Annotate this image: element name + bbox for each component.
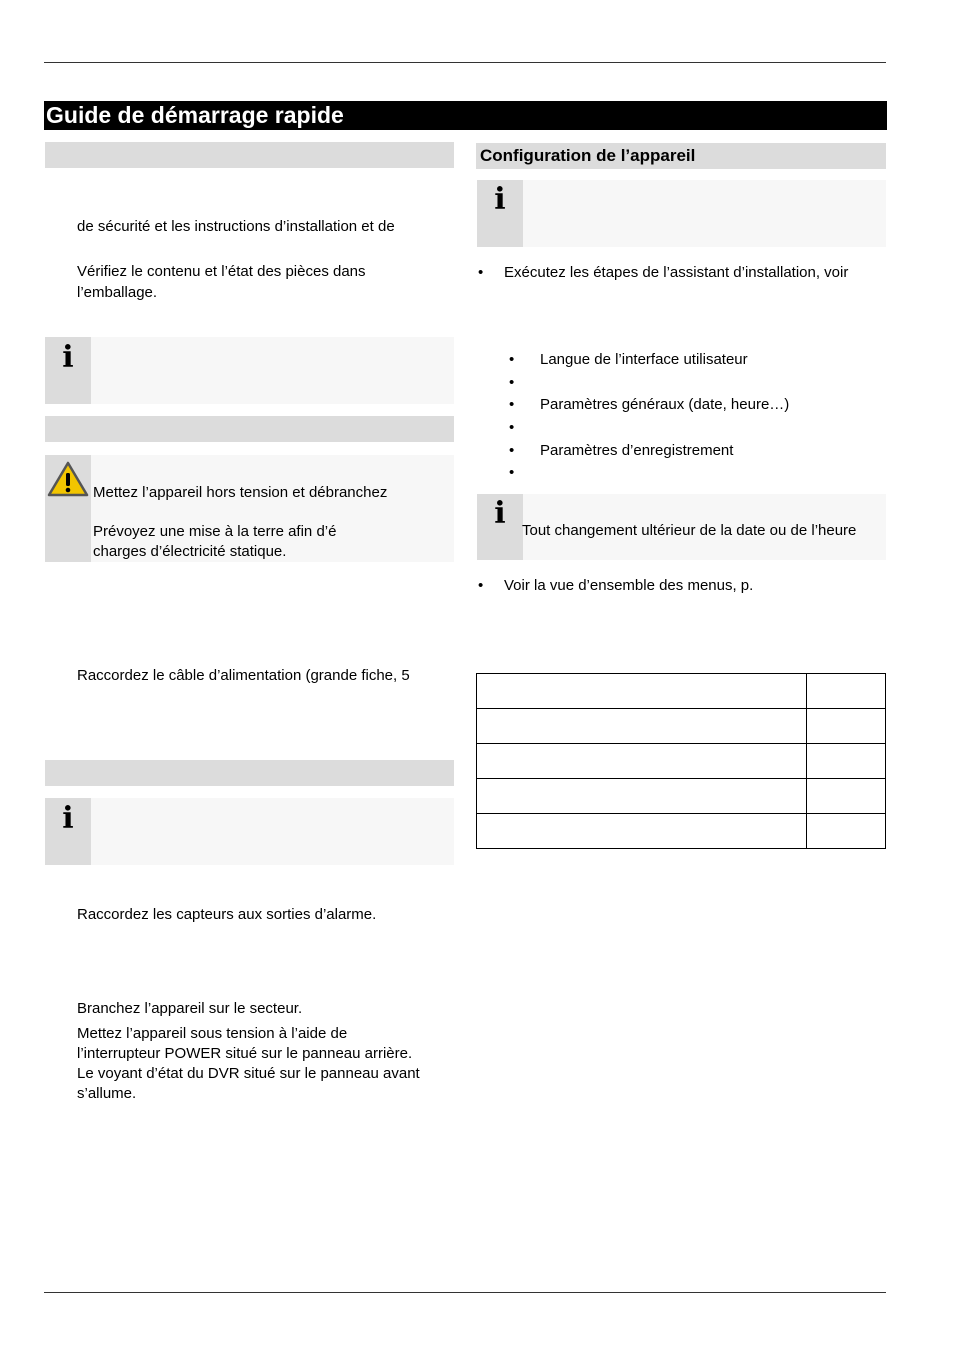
paragraph-sensors: Raccordez les capteurs aux sorties d’alarme. — [77, 906, 377, 923]
info-icon-strip — [45, 798, 91, 865]
warning-line3: charges d’électricité statique. — [93, 543, 287, 560]
info-note-1 — [45, 337, 454, 404]
sub-item-language: Langue de l’interface utilisateur — [540, 351, 748, 368]
section-bar-2 — [45, 416, 454, 442]
info-icon: i — [494, 182, 506, 217]
info-note-date-change: Tout changement ultérieur de la date ou de l’heure — [522, 522, 857, 539]
bullet-glyph: • — [509, 419, 515, 436]
table-row — [477, 779, 886, 814]
step-wizard: Exécutez les étapes de l’assistant d’installation, voir — [504, 264, 849, 281]
info-icon: i — [62, 801, 74, 836]
paragraph-power-cable: Raccordez le câble d’alimentation (grande fiche, 5 — [77, 667, 410, 684]
warning-line1: Mettez l’appareil hors tension et débranchez — [93, 484, 388, 501]
section-bar-configuration — [476, 143, 886, 169]
paragraph-power-on-line1: Mettez l’appareil sous tension à l’aide de — [77, 1025, 348, 1042]
paragraph-power-on-line3: Le voyant d’état du DVR situé sur le panneau avant — [77, 1065, 420, 1082]
info-note-4 — [477, 494, 886, 560]
bullet-glyph: • — [478, 264, 484, 281]
info-icon-strip — [477, 180, 523, 247]
sub-item-general-settings: Paramètres généraux (date, heure…) — [540, 396, 790, 413]
bullet-glyph: • — [509, 442, 515, 459]
info-icon: i — [62, 340, 74, 375]
paragraph-power-on-line2: l’interrupteur POWER situé sur le panneau arrière. — [77, 1045, 413, 1062]
info-icon-strip — [477, 494, 523, 560]
paragraph-check-line1: Vérifiez le contenu et l’état des pièces dans — [77, 263, 366, 280]
bullet-glyph: • — [509, 351, 515, 368]
bullet-glyph: • — [478, 577, 484, 594]
paragraph-check-line2: l’emballage. — [77, 284, 158, 301]
top-rule — [44, 62, 886, 63]
table-row — [477, 744, 886, 779]
warning-icon — [46, 460, 90, 498]
paragraph-power-on-line4: s’allume. — [77, 1085, 137, 1102]
table-row — [477, 709, 886, 744]
bullet-glyph: • — [509, 396, 515, 413]
sub-item-recording-settings: Paramètres d’enregistrement — [540, 442, 734, 459]
warning-line2: Prévoyez une mise à la terre afin d’é — [93, 523, 337, 540]
table-row — [477, 814, 886, 849]
paragraph-mains: Branchez l’appareil sur le secteur. — [77, 1000, 303, 1017]
info-note-3 — [477, 180, 886, 247]
paragraph-safety: de sécurité et les instructions d’installation et de — [77, 218, 395, 235]
info-icon: i — [494, 496, 506, 531]
page-title: Guide de démarrage rapide — [44, 101, 887, 130]
bullet-glyph: • — [509, 464, 515, 481]
warning-note — [45, 455, 454, 562]
menu-table — [476, 673, 886, 849]
bullet-glyph: • — [509, 374, 515, 391]
section-bar-3 — [45, 760, 454, 786]
bottom-rule — [44, 1292, 886, 1293]
info-icon-strip — [45, 337, 91, 404]
info-note-2 — [45, 798, 454, 865]
section-title-configuration: Configuration de l’appareil — [480, 146, 696, 165]
table-row — [477, 674, 886, 709]
section-bar-1 — [45, 142, 454, 168]
step-menu-overview: Voir la vue d’ensemble des menus, p. — [504, 577, 754, 594]
